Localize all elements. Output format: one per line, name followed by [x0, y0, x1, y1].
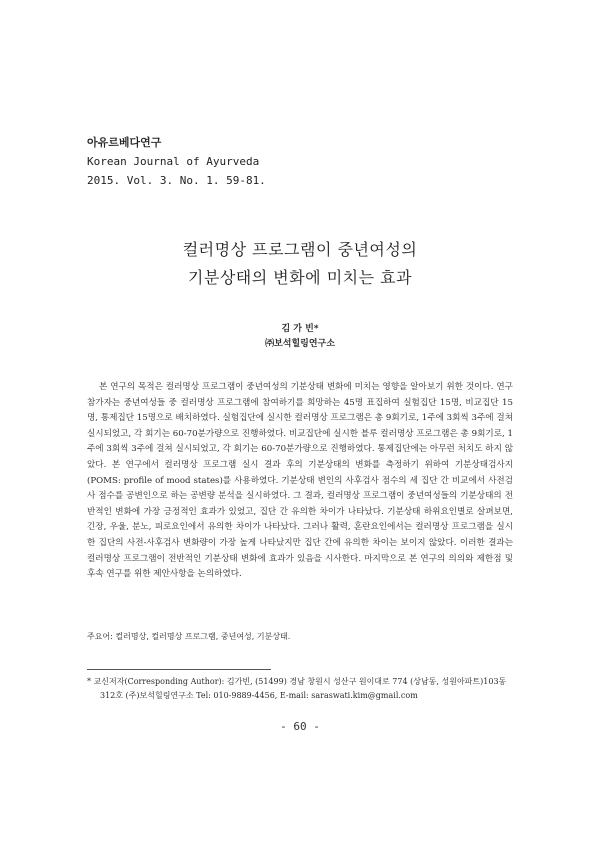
- journal-volume: 2015. Vol. 3. No. 1. 59-81.: [87, 174, 266, 187]
- corresponding-author-footnote: [87, 675, 517, 703]
- page-number: - 60 -: [280, 720, 320, 733]
- journal-header: [87, 133, 266, 190]
- paper-title: [0, 236, 600, 292]
- keywords: 주요어: 컬러명상, 컬러명상 프로그램, 중년여성, 기분상태.: [87, 632, 291, 641]
- footnote-line-1: * 교신저자(Corresponding Author): 김가빈, (51499) 경남 창원시 성산구 원이대로 774 (상남동, 성원아파트)103동: [87, 677, 507, 686]
- journal-name-english: Korean Journal of Ayurveda: [87, 155, 260, 168]
- author-name: 김 가 빈*: [281, 324, 319, 334]
- footnote-line-2: 312호 (주)보석힐링연구소 Tel: 010-9889-4456, E-mail: saraswati.kim@gmail.com: [100, 691, 418, 700]
- journal-name-korean: 아유르베다연구: [87, 136, 162, 149]
- footnote-divider: [87, 669, 271, 670]
- title-line-2: 기분상태의 변화에 미치는 효과: [187, 268, 413, 287]
- title-line-1: 컬러명상 프로그램이 중년여성의: [182, 240, 418, 259]
- abstract: 본 연구의 목적은 컬러명상 프로그램이 중년여성의 기분상태 변화에 미치는 영향을 알아보기 위한 것이다. 연구 참가자는 중년여성들 중 컬러명상 프로그램에 참여하기를 희망하는 45명 표집하여 실험집단 15명, 비교집단 15명, 통제집단 15명으로 배치하였다. 실험집단에 실시한 컬러명상 프로그램은 총 9회기로, 1주에 3회씩 3주에 걸쳐 실시되었고, 각 회기는 60-70분가량으로 진행하였다. 비교집단에 실시한 블루 컬러명상 프로그램은 총 9회기로, 1주에 3회씩 3주에 걸쳐 실시되었고, 각 회기는 60-70분가량으로 진행하였다. 통제집단에는 아무런 처치도 하지 않았다. 본 연구에서 컬러명상 프로그램 실시 결과 후의 기분상태의 변화를 측정하기 위하여 기분상태검사지(POMS: profile of mood states)를 사용하였다. 기분상태 변인의 사후검사 점수의 세 집단 간 비교에서 사전검사 점수를 공변인으로 하는 공변량 분석을 실시하였다. 그 결과, 컬러명상 프로그램이 중년여성들의 기분상태의 전반적인 변화에 가장 긍정적인 효과가 있었고, 집단 간 유의한 차이가 나타났다. 기분상태 하위요인별로 살펴보면, 긴장, 우울, 분노, 피로요인에서 유의한 차이가 나타났다. 그러나 활력, 혼란요인에서는 컬러명상 프로그램을 실시한 집단의 사전-사후검사 변화량이 가장 높게 나타났지만 집단 간에 유의한 차이는 보이지 않았다. 이러한 결과는 컬러명상 프로그램이 전반적인 기분상태 변화에 효과가 있음을 시사한다. 마지막으로 본 연구의 의의와 제한점 및 후속 연구를 위한 제안사항을 논의하였다.: [87, 382, 513, 580]
- author-affiliation: ㈜보석힐링연구소: [265, 339, 335, 349]
- author-block: [0, 322, 600, 352]
